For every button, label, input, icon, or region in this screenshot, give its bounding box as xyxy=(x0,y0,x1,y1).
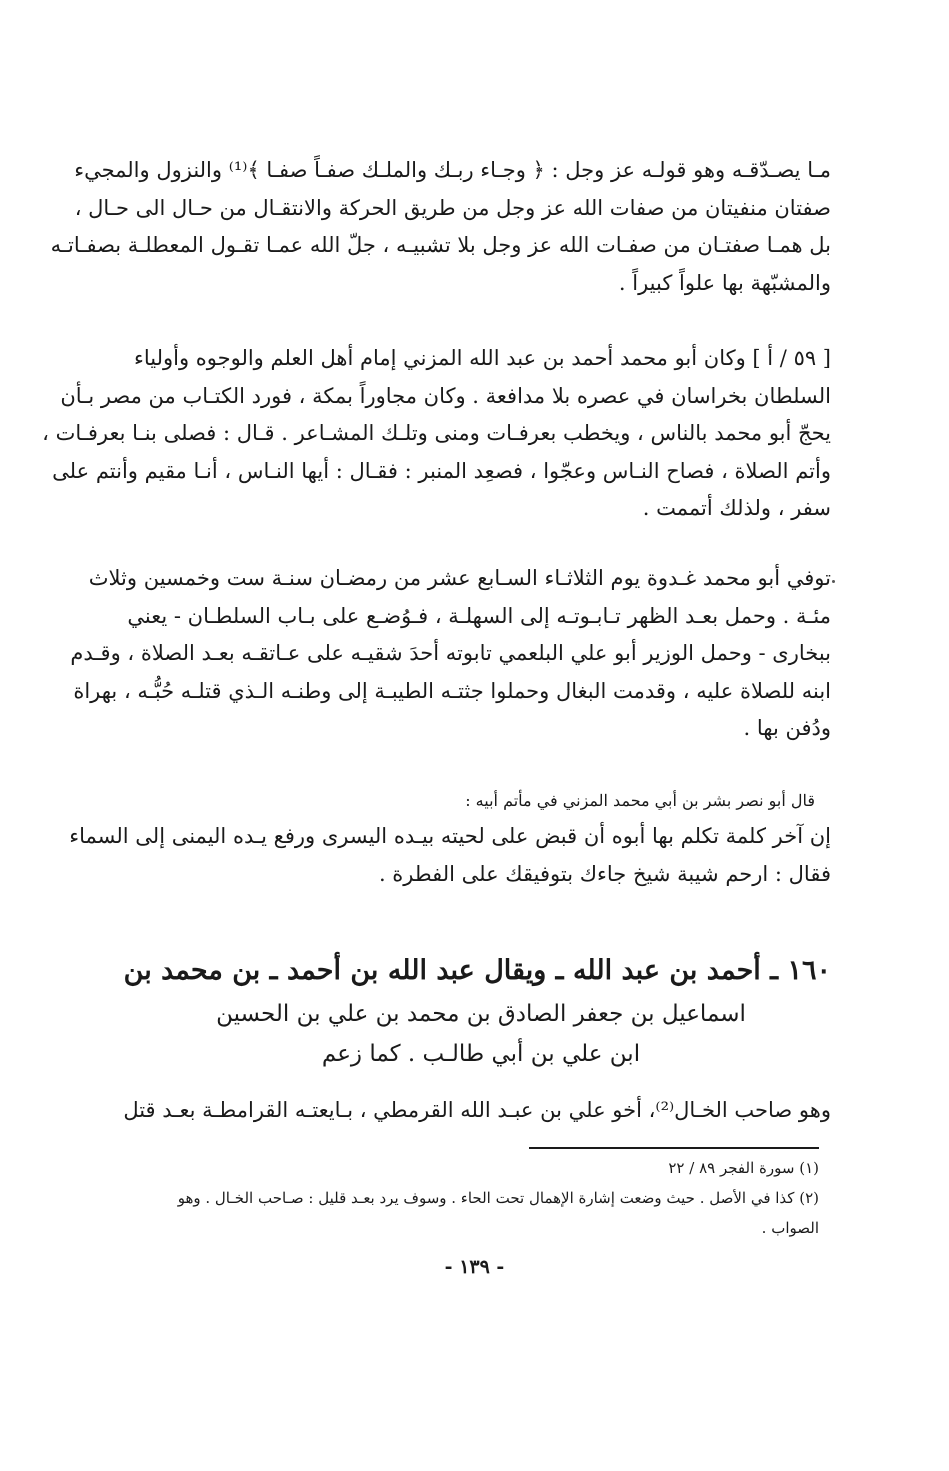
text-line: وأتم الصلاة ، فصاح النـاس وعجّوا ، فصعِد المنبر : فقـال : أيها النـاس ، أنـا مقيم وأنتم على xyxy=(52,458,831,483)
heading-line-2: اسماعيل بن جعفر الصادق بن محمد بن علي بن الحسين xyxy=(216,1001,746,1027)
text-line: قال أبو نصر بشر بن أبي محمد المزني في مأتم أبيه : xyxy=(465,791,815,810)
text-line: ودُفن بها . xyxy=(743,716,831,740)
footnote-2-continued: الصواب . xyxy=(761,1219,819,1237)
heading-line-3: ابن علي بن أبي طالـب . كما زعم xyxy=(321,1041,641,1067)
footnote-1: (١) سورة الفجر ٨٩ / ٢٢ xyxy=(668,1159,819,1177)
margin-mark xyxy=(832,580,835,583)
text-line: مـا يصـدّقـه وهو قولـه عز وجل : ﴿ وجـاء ربـك والملـك صفـاً صفـا ﴾⁽¹⁾ والنزول والمجيء xyxy=(74,158,831,182)
heading-line-1: ١٦٠ ـ أحمد بن عبد الله ـ ويقال عبد الله بن أحمد ـ بن محمد بن xyxy=(123,955,831,986)
text-line: السلطان بخراسان في عصره بلا مدافعة . وكان مجاوراً بمكة ، فورد الكتـاب من مصر بـأن xyxy=(60,383,831,408)
quote-intro xyxy=(131,786,815,816)
paragraph-1 xyxy=(50,152,831,302)
page-number: - ١٣٩ - xyxy=(444,1256,505,1278)
text-line: بل همـا صفتـان من صفـات الله عز وجل بلا تشبيـه ، جلّ الله عمـا تقـول المعطلـة بصفـاتـه xyxy=(50,233,831,257)
text-line: صفتان منفيتان من صفات الله عز وجل من طريق الحركة والانتقـال من حـال الى حـال ، xyxy=(74,195,831,220)
text-line: توفي أبو محمد غـدوة يوم الثلاثـاء السـابع عشر من رمضـان سنـة ست وخمسين وثلاث xyxy=(88,566,831,590)
text-line: والمشبّهة بها علواً كبيراً . xyxy=(618,270,831,295)
text-line: إن آخر كلمة تكلم بها أبوه أن قبض على لحيته بيـده اليسرى ورفع يـده اليمنى إلى السماء xyxy=(69,824,831,848)
footnote-2: (٢) كذا في الأصل . حيث وضعت إشارة الإهمال تحت الحاء . وسوف يرد بعـد قليل : صـاحب الخـال . وهو xyxy=(177,1189,819,1207)
text-line: ابنه للصلاة عليه ، وقدمت البغال وحملوا جثتـه الطيبـة إلى وطنـه الـذي قتلـه حُبُّـه ، بهراة xyxy=(73,678,831,703)
text-line: مئـة . وحمل بعـد الظهر تـابـوتـه إلى السهلـة ، فـوُضـع على بـاب السلطـان - يعني xyxy=(127,603,831,628)
footnotes xyxy=(131,1153,819,1243)
footnote-divider xyxy=(529,1147,819,1149)
text-line: سفر ، ولذلك أتممت . xyxy=(642,496,831,520)
text-line: فقال : ارحم شيبة شيخ جاءك بتوفيقك على الفطرة . xyxy=(378,861,831,886)
paragraph-4 xyxy=(69,818,831,893)
text-line: يحجّ أبو محمد بالناس ، ويخطب بعرفـات ومنى وتلـك المشـاعر . قـال : فصلى بنـا بعرفـات ، xyxy=(42,421,831,445)
text-line: ببخارى - وحمل الوزير أبو علي البلعمي تابوته أحدَ شقيـه على عـاتقـه بعـد الصلاة ، وقـدم xyxy=(70,641,831,665)
paragraph-2 xyxy=(42,340,831,528)
paragraph-3 xyxy=(70,560,831,748)
text-line: وهو صاحب الخـال⁽²⁾، أخو علي بن عبـد الله القرمطي ، بـايعتـه القرامطـة بعـد قتل xyxy=(123,1098,831,1122)
paragraph-5 xyxy=(123,1092,831,1130)
entry-heading xyxy=(123,948,831,1074)
text-line: [ ٥٩ / أ ] وكان أبو محمد أحمد بن عبد الله المزني إمام أهل العلم والوجوه وأولياء xyxy=(133,346,831,370)
